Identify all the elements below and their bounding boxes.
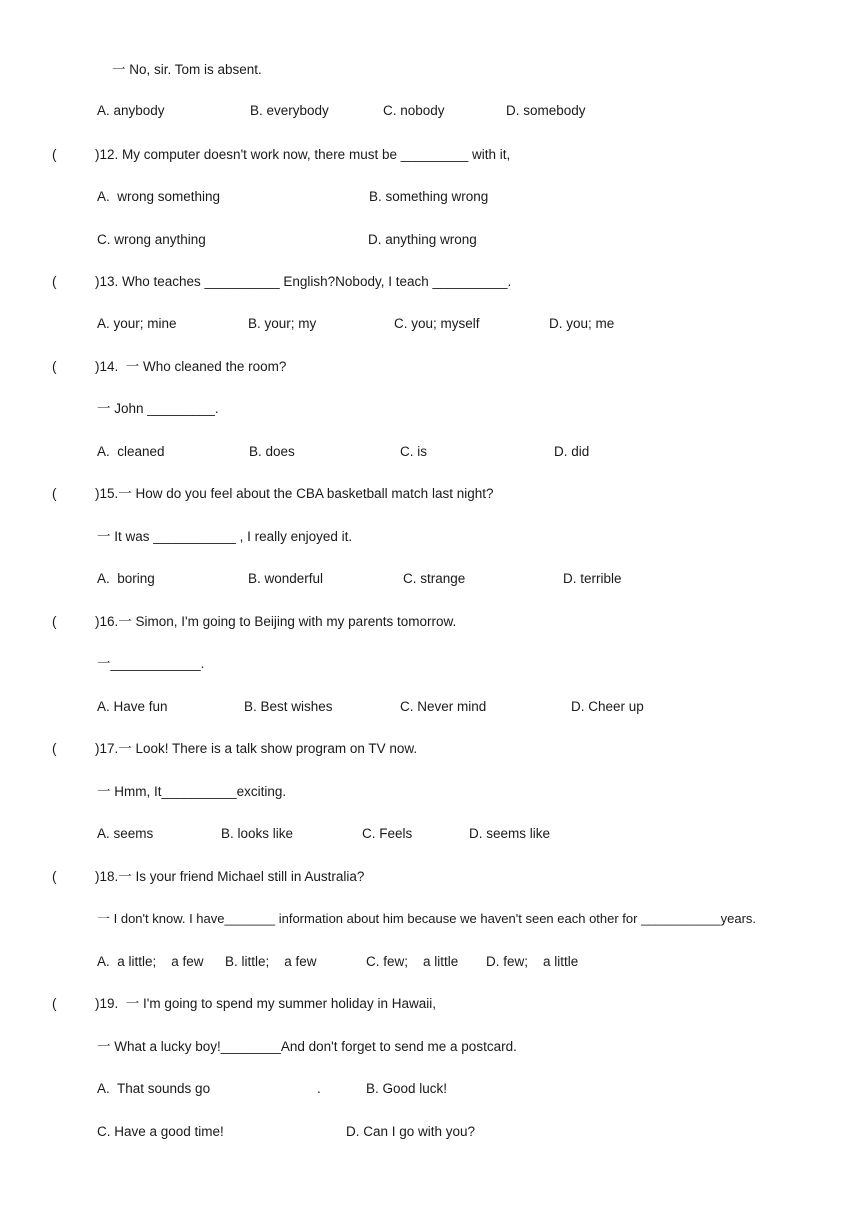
option-a: A. your; mine (97, 316, 177, 331)
option-d: D. seems like (469, 826, 551, 841)
option-b: B. Best wishes (244, 699, 333, 714)
option-b: B. everybody (250, 103, 329, 118)
answer-paren: ( (52, 614, 57, 629)
option-c: C. you; myself (394, 316, 480, 331)
option-b: B. wonderful (248, 571, 324, 586)
option-d: D. anything wrong (368, 232, 477, 247)
question-19-reply: 一 What a lucky boy!________And don't forget to send me a postcard. (97, 1039, 517, 1054)
option-a-dot: . (317, 1081, 321, 1096)
answer-paren: ( (52, 147, 57, 162)
option-d: D. terrible (563, 571, 622, 586)
option-a: A. anybody (97, 103, 165, 118)
answer-paren: ( (52, 869, 57, 884)
answer-paren: ( (52, 996, 57, 1011)
option-c: C. strange (403, 571, 466, 586)
option-d: D. you; me (549, 316, 615, 331)
option-b: B. your; my (248, 316, 317, 331)
option-c: C. wrong anything (97, 232, 206, 247)
option-d: D. did (554, 444, 590, 459)
option-a: A. cleaned (97, 444, 165, 459)
option-c: C. Have a good time! (97, 1124, 224, 1139)
question-17-reply: 一 Hmm, It__________exciting. (97, 784, 287, 799)
question-14-stem: )14. 一 Who cleaned the room? (95, 359, 287, 374)
option-d: D. Cheer up (571, 699, 644, 714)
option-a: A. a little; a few (97, 954, 204, 969)
option-b: B. looks like (221, 826, 294, 841)
question-18-reply: 一 I don't know. I have_______ information about him because we haven't seen each other for ___________years. (97, 911, 757, 926)
option-c: C. Never mind (400, 699, 487, 714)
question-15-reply: 一 It was ___________ , I really enjoyed it. (97, 529, 353, 544)
option-a: A. That sounds go (97, 1081, 211, 1096)
question-12-stem: )12. My computer doesn't work now, there must be _________ with it, (95, 147, 511, 162)
option-a: A. seems (97, 826, 154, 841)
option-c: C. few; a little (366, 954, 459, 969)
question-17-stem: )17.一 Look! There is a talk show program on TV now. (95, 741, 418, 756)
option-c: C. nobody (383, 103, 445, 118)
option-d: D. somebody (506, 103, 586, 118)
question-16-stem: )16.一 Simon, I'm going to Beijing with my parents tomorrow. (95, 614, 457, 629)
option-b: B. does (249, 444, 295, 459)
answer-paren: ( (52, 274, 57, 289)
question-16-reply: 一____________. (97, 656, 205, 671)
option-d: D. Can I go with you? (346, 1124, 476, 1139)
question-15-stem: )15.一 How do you feel about the CBA basketball match last night? (95, 486, 494, 501)
option-a: A. wrong something (97, 189, 221, 204)
option-b: B. little; a few (225, 954, 317, 969)
question-19-stem: )19. 一 I'm going to spend my summer holiday in Hawaii, (95, 996, 436, 1011)
option-c: C. Feels (362, 826, 413, 841)
option-c: C. is (400, 444, 427, 459)
option-b: B. Good luck! (366, 1081, 448, 1096)
answer-paren: ( (52, 486, 57, 501)
option-d: D. few; a little (486, 954, 579, 969)
question-18-stem: )18.一 Is your friend Michael still in Australia? (95, 869, 365, 884)
answer-line: 一 No, sir. Tom is absent. (112, 62, 262, 77)
answer-paren: ( (52, 359, 57, 374)
option-a: A. Have fun (97, 699, 168, 714)
option-a: A. boring (97, 571, 155, 586)
answer-paren: ( (52, 741, 57, 756)
option-b: B. something wrong (369, 189, 489, 204)
question-14-reply: 一 John _________. (97, 401, 219, 416)
question-13-stem: )13. Who teaches __________ English?Nobody, I teach __________. (95, 274, 512, 289)
